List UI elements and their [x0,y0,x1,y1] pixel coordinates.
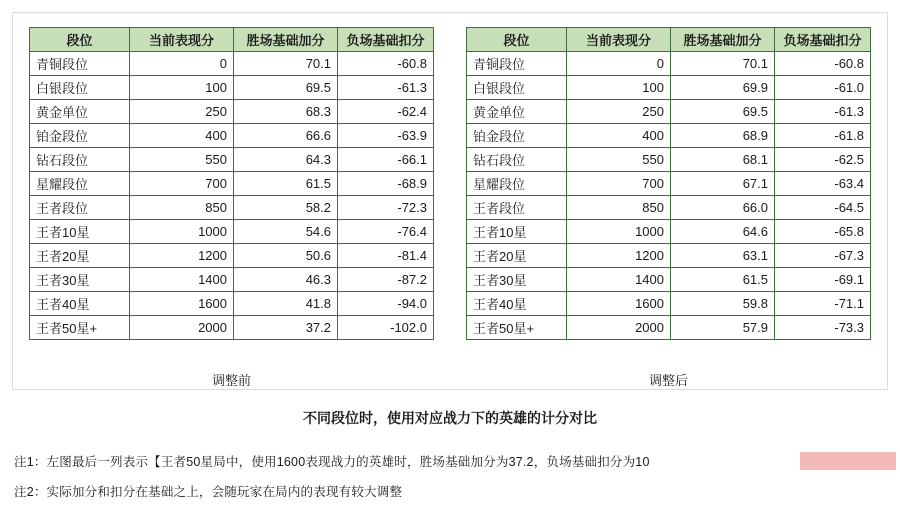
cell-rank: 白银段位 [30,76,130,100]
cell-loss-penalty: -62.4 [338,100,434,124]
cell-win-bonus: 69.5 [234,76,338,100]
table-row [467,100,871,124]
cell-loss-penalty: -71.1 [775,292,871,316]
cell-rank: 青铜段位 [30,52,130,76]
cell-win-bonus: 57.9 [671,316,775,340]
cell-loss-penalty: -68.9 [338,172,434,196]
cell-loss-penalty: -102.0 [338,316,434,340]
cell-win-bonus: 64.6 [671,220,775,244]
table-row [30,268,434,292]
table-row [467,268,871,292]
cell-current-score: 250 [130,100,234,124]
cell-current-score: 100 [567,76,671,100]
cell-win-bonus: 54.6 [234,220,338,244]
cell-current-score: 250 [567,100,671,124]
table-row [30,76,434,100]
cell-loss-penalty: -61.0 [775,76,871,100]
table-caption-after: 调整后 [648,373,688,388]
header-row [467,28,871,52]
cell-current-score: 1400 [130,268,234,292]
cell-rank: 白银段位 [467,76,567,100]
cell-rank: 王者段位 [467,196,567,220]
cell-rank: 黄金单位 [30,100,130,124]
cell-rank: 王者40星 [30,292,130,316]
cell-current-score: 0 [567,52,671,76]
cell-current-score: 1200 [130,244,234,268]
cell-loss-penalty: -63.9 [338,124,434,148]
table-row [467,220,871,244]
table-header-after [467,28,871,52]
table-row [467,196,871,220]
cell-rank: 王者20星 [467,244,567,268]
cell-win-bonus: 68.3 [234,100,338,124]
note-line-1: 注1：左图最后一列表示【王者50星局中，使用1600表现战力的英雄时，胜场基础加分为37.2，负场基础扣分为10 [14,455,650,469]
cell-win-bonus: 46.3 [234,268,338,292]
cell-current-score: 400 [130,124,234,148]
cell-rank: 王者30星 [467,268,567,292]
cell-loss-penalty: -61.8 [775,124,871,148]
cell-win-bonus: 69.5 [671,100,775,124]
cell-rank: 青铜段位 [467,52,567,76]
cell-current-score: 400 [567,124,671,148]
cell-win-bonus: 63.1 [671,244,775,268]
cell-loss-penalty: -81.4 [338,244,434,268]
table-row [467,76,871,100]
table-row [467,244,871,268]
cell-loss-penalty: -72.3 [338,196,434,220]
cell-current-score: 700 [130,172,234,196]
cell-win-bonus: 61.5 [234,172,338,196]
cell-rank: 黄金单位 [467,100,567,124]
column-header-rank: 段位 [30,28,130,52]
table-row [467,316,871,340]
cell-rank: 铂金段位 [467,124,567,148]
table-row [467,124,871,148]
table-row [30,292,434,316]
cell-current-score: 1200 [567,244,671,268]
table-row [30,100,434,124]
cell-win-bonus: 59.8 [671,292,775,316]
cell-rank: 王者10星 [30,220,130,244]
table-row [467,52,871,76]
column-header-win-bonus: 胜场基础加分 [671,28,775,52]
table-row [467,172,871,196]
cell-rank: 星耀段位 [467,172,567,196]
table-row [30,172,434,196]
cell-win-bonus: 70.1 [234,52,338,76]
table-header-before [30,28,434,52]
cell-current-score: 2000 [130,316,234,340]
cell-rank: 钻石段位 [467,148,567,172]
cell-loss-penalty: -67.3 [775,244,871,268]
cell-win-bonus: 66.6 [234,124,338,148]
cell-loss-penalty: -62.5 [775,148,871,172]
cell-win-bonus: 69.9 [671,76,775,100]
cell-current-score: 1000 [567,220,671,244]
cell-loss-penalty: -73.3 [775,316,871,340]
table-caption-before: 调整前 [211,373,251,388]
column-header-current-score: 当前表现分 [130,28,234,52]
cell-current-score: 850 [130,196,234,220]
table-row [30,316,434,340]
header-row [30,28,434,52]
cell-loss-penalty: -64.5 [775,196,871,220]
table-row [30,148,434,172]
note-line-2: 注2：实际加分和扣分在基础之上，会随玩家在局内的表现有较大调整 [14,485,403,499]
table-row [467,148,871,172]
cell-current-score: 550 [567,148,671,172]
cell-win-bonus: 41.8 [234,292,338,316]
tables-row [13,13,887,389]
cell-rank: 王者50星+ [467,316,567,340]
column-header-loss-penalty: 负场基础扣分 [775,28,871,52]
cell-rank: 星耀段位 [30,172,130,196]
column-header-loss-penalty: 负场基础扣分 [338,28,434,52]
table-row [30,196,434,220]
column-header-win-bonus: 胜场基础加分 [234,28,338,52]
cell-current-score: 1000 [130,220,234,244]
notes-section [14,452,894,512]
table-body-after [467,52,871,340]
cell-win-bonus: 58.2 [234,196,338,220]
table-body-before [30,52,434,340]
cell-loss-penalty: -69.1 [775,268,871,292]
cell-loss-penalty: -94.0 [338,292,434,316]
cell-rank: 王者50星+ [30,316,130,340]
column-header-rank: 段位 [467,28,567,52]
cell-rank: 铂金段位 [30,124,130,148]
cell-loss-penalty: -66.1 [338,148,434,172]
cell-win-bonus: 64.3 [234,148,338,172]
cell-win-bonus: 61.5 [671,268,775,292]
figure-title: 不同段位时，使用对应战力下的英雄的计分对比 [303,410,597,426]
cell-loss-penalty: -60.8 [338,52,434,76]
score-table-before [29,27,434,340]
cell-loss-penalty: -76.4 [338,220,434,244]
cell-loss-penalty: -63.4 [775,172,871,196]
cell-win-bonus: 67.1 [671,172,775,196]
cell-win-bonus: 66.0 [671,196,775,220]
tables-panel [12,12,888,390]
cell-win-bonus: 70.1 [671,52,775,76]
cell-win-bonus: 37.2 [234,316,338,340]
cell-rank: 王者40星 [467,292,567,316]
cell-loss-penalty: -61.3 [338,76,434,100]
cell-current-score: 550 [130,148,234,172]
cell-loss-penalty: -65.8 [775,220,871,244]
cell-rank: 王者20星 [30,244,130,268]
table-row [30,124,434,148]
cell-rank: 王者10星 [467,220,567,244]
cell-loss-penalty: -87.2 [338,268,434,292]
table-row [30,220,434,244]
cell-current-score: 700 [567,172,671,196]
cell-win-bonus: 68.9 [671,124,775,148]
cell-rank: 王者段位 [30,196,130,220]
cell-rank: 王者30星 [30,268,130,292]
table-row [30,52,434,76]
table-row [467,292,871,316]
cell-current-score: 100 [130,76,234,100]
column-header-current-score: 当前表现分 [567,28,671,52]
cell-win-bonus: 68.1 [671,148,775,172]
cell-current-score: 0 [130,52,234,76]
cell-loss-penalty: -60.8 [775,52,871,76]
redaction-overlay [800,452,896,470]
table-block-after [450,13,887,389]
cell-current-score: 1400 [567,268,671,292]
cell-win-bonus: 50.6 [234,244,338,268]
cell-rank: 钻石段位 [30,148,130,172]
table-row [30,244,434,268]
cell-current-score: 1600 [130,292,234,316]
score-table-after [466,27,871,340]
cell-loss-penalty: -61.3 [775,100,871,124]
cell-current-score: 2000 [567,316,671,340]
cell-current-score: 850 [567,196,671,220]
cell-current-score: 1600 [567,292,671,316]
table-block-before [13,13,450,389]
